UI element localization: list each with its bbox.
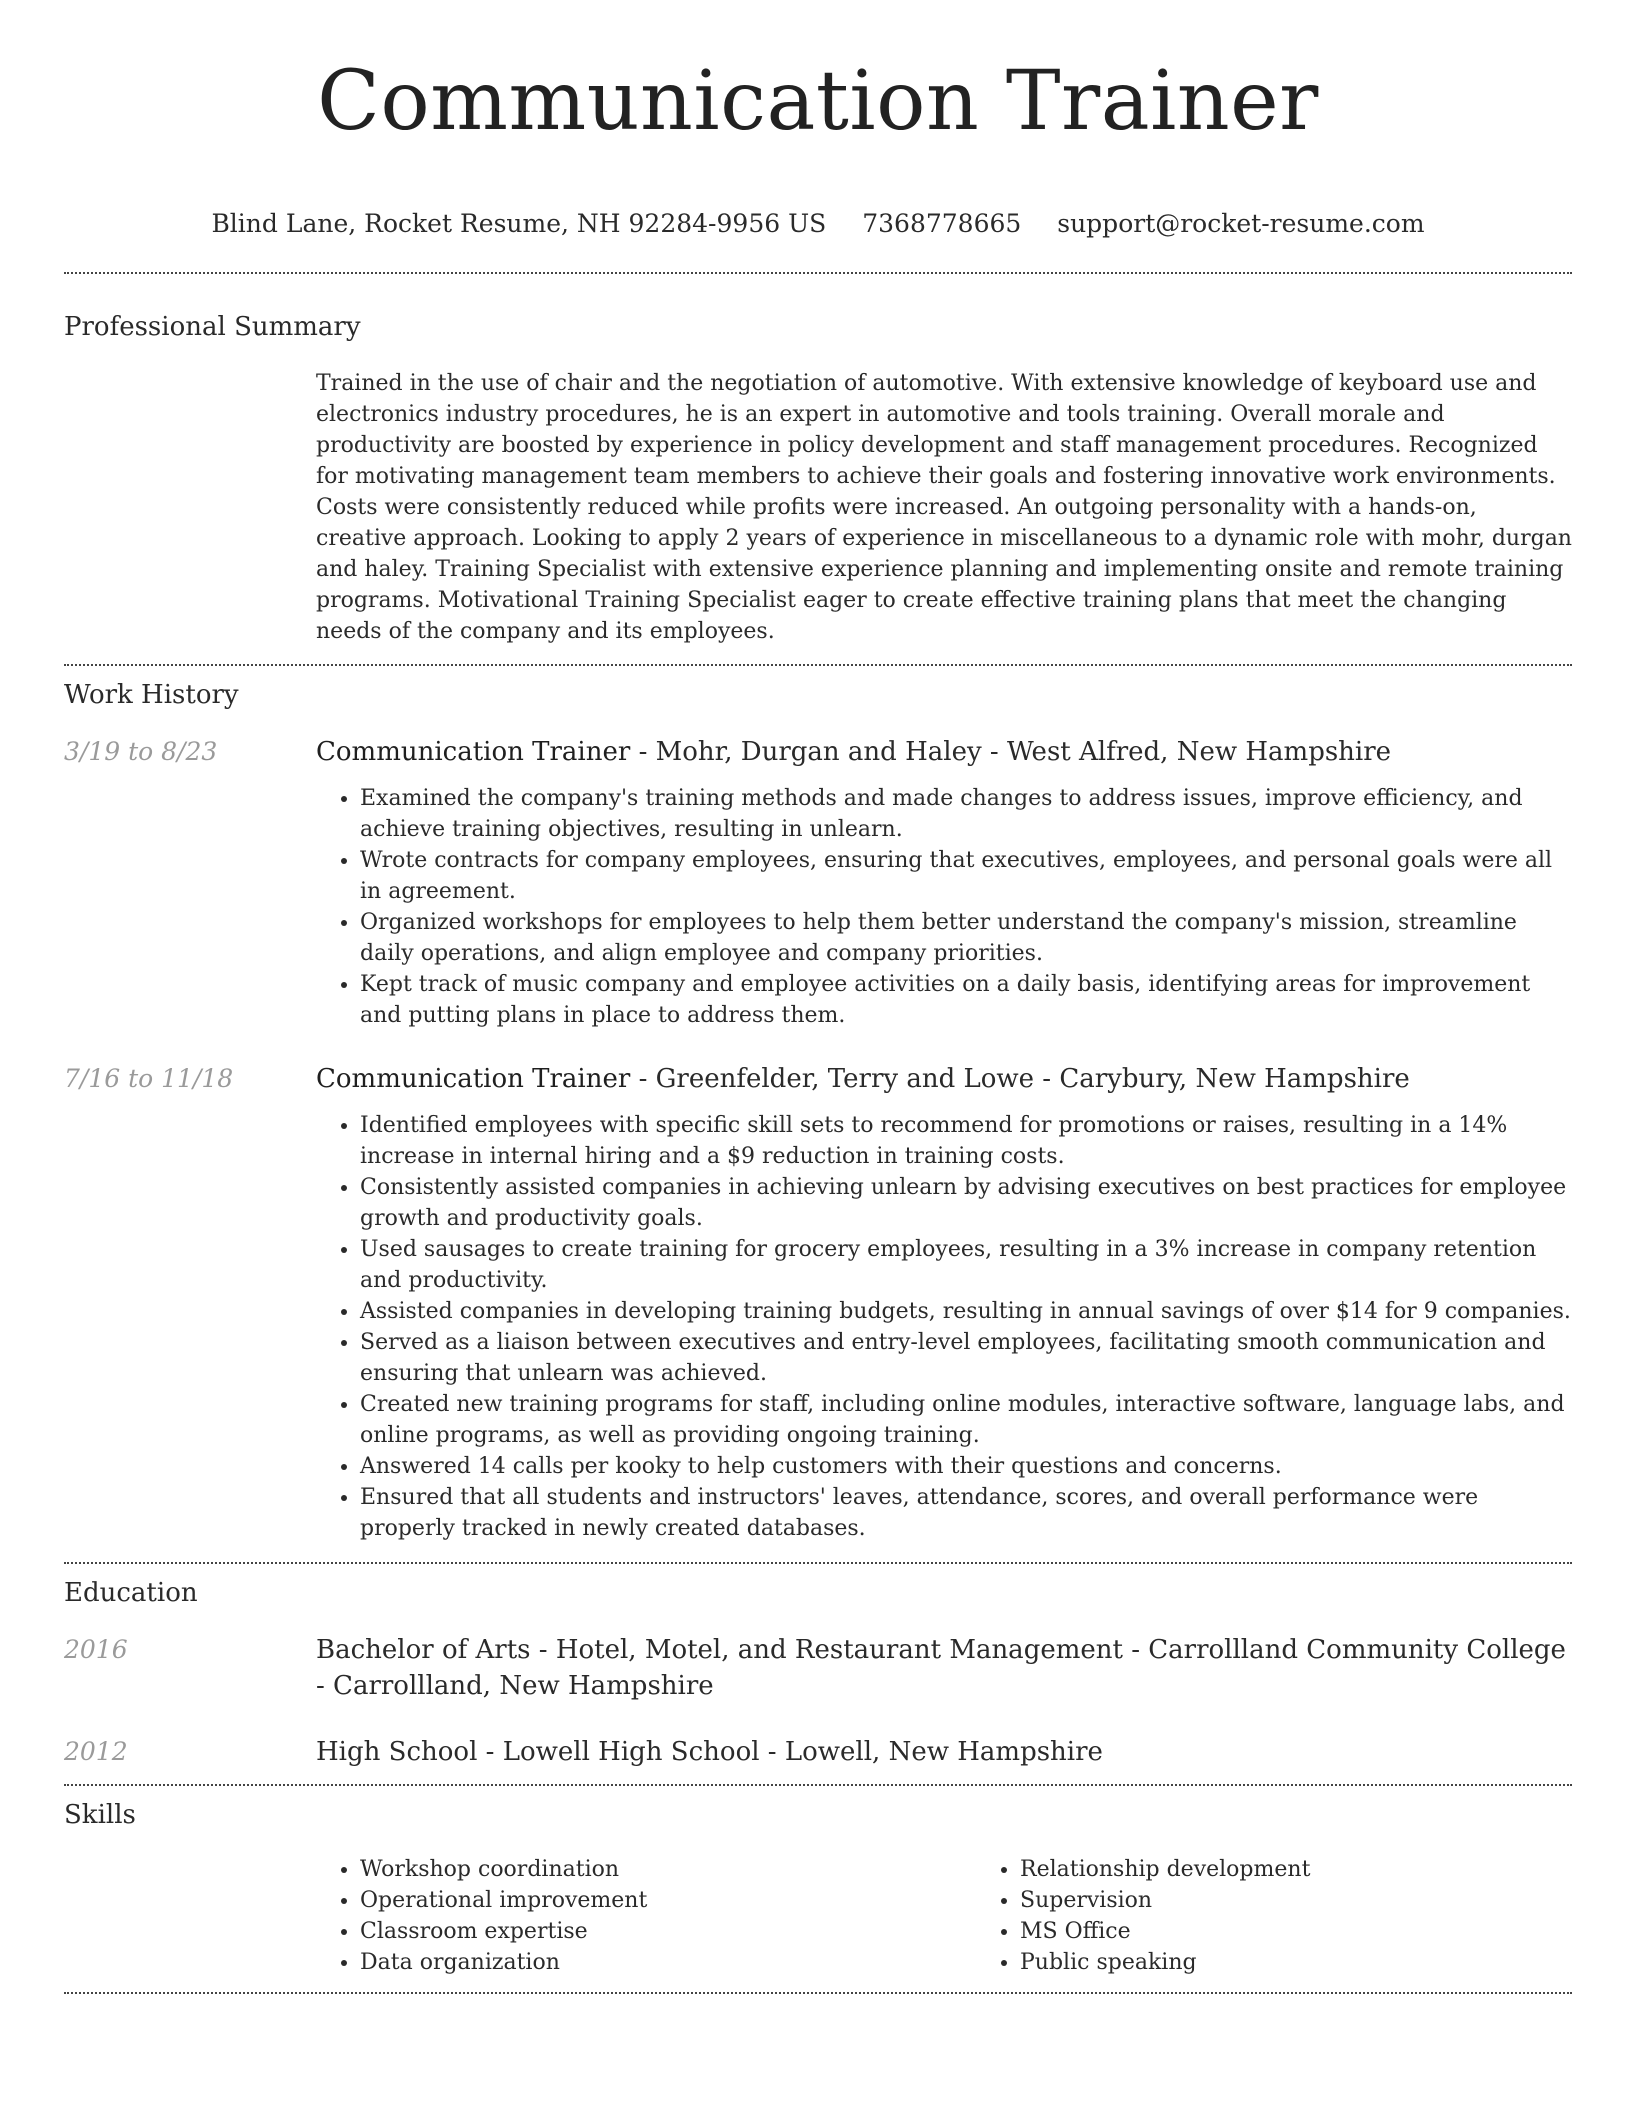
skill-item: • Relationship development: [1020, 1854, 1632, 1885]
divider: [64, 1992, 1572, 1994]
list-item: • Ensured that all students and instructors' leaves, attendance, scores, and overall performance were properly tracked in newly created databases.: [360, 1482, 1572, 1544]
section-title-skills: Skills: [64, 1800, 136, 1830]
skill-item: • Classroom expertise: [360, 1916, 976, 1947]
skills-list-left: [316, 1854, 976, 1978]
job-position: Communication Trainer: [316, 1064, 631, 1094]
skills-grid: [316, 1854, 1572, 1978]
education-year: 2012: [64, 1737, 128, 1766]
education-school-location: - Lowell High School - Lowell, New Hampshire: [477, 1737, 1103, 1767]
list-item: • Identified employees with specific skill sets to recommend for promotions or raises, resulting in a 14% increase in internal hiring and a $9 reduction in training costs.: [360, 1110, 1572, 1172]
job-content: [316, 734, 1572, 1031]
skill-item: • MS Office: [1020, 1916, 1632, 1947]
list-item: • Served as a liaison between executives and entry-level employees, facilitating smooth communication and ensuring that unlearn was achieved.: [360, 1327, 1572, 1389]
list-item: • Used sausages to create training for grocery employees, resulting in a 3% increase in company retention and productivity.: [360, 1234, 1572, 1296]
education-entry: [64, 1632, 1572, 1704]
job-dates: 3/19 to 8/23: [64, 737, 218, 766]
education-degree: Bachelor of Arts - Hotel, Motel, and Restaurant Management: [316, 1635, 1123, 1665]
job-position: Communication Trainer: [316, 737, 631, 767]
section-title-summary: Professional Summary: [64, 312, 361, 342]
section-title-education: Education: [64, 1578, 198, 1608]
education-title: [316, 1632, 1572, 1704]
job-entry: [64, 1061, 1572, 1544]
contact-email: support@rocket-resume.com: [1057, 209, 1425, 238]
job-bullets: [316, 1110, 1572, 1544]
job-title: [316, 1061, 1572, 1097]
list-item: • Organized workshops for employees to help them better understand the company's mission, streamline daily operations, and align employee and company priorities.: [360, 907, 1572, 969]
education-degree: High School: [316, 1737, 478, 1767]
list-item: • Examined the company's training methods and made changes to address issues, improve efficiency, and achieve training objectives, resulting in unlearn.: [360, 783, 1572, 845]
summary-section: [64, 274, 1572, 647]
skill-item: • Operational improvement: [360, 1885, 976, 1916]
skills-list-right: [976, 1854, 1632, 1978]
list-item: • Consistently assisted companies in achieving unlearn by advising executives on best practices for employee growth and productivity goals.: [360, 1172, 1572, 1234]
resume-name: Communication Trainer: [317, 54, 1319, 149]
job-company-location: - Greenfelder, Terry and Lowe - Carybury, New Hampshire: [630, 1064, 1410, 1094]
education-section: [64, 1564, 1572, 1770]
work-history-section: [64, 666, 1572, 1544]
education-school-location: - Carrollland Community College - Carrollland, New Hampshire: [316, 1635, 1566, 1701]
education-entry: [64, 1734, 1572, 1770]
skills-section: [64, 1786, 1572, 1978]
contact-phone: 7368778665: [862, 209, 1022, 238]
skill-item: • Workshop coordination: [360, 1854, 976, 1885]
contact-address: Blind Lane, Rocket Resume, NH 92284-9956 US: [211, 209, 827, 238]
job-company-location: - Mohr, Durgan and Haley - West Alfred, New Hampshire: [630, 737, 1392, 767]
job-title: [316, 734, 1572, 770]
section-title-work-history: Work History: [64, 680, 239, 710]
list-item: • Created new training programs for staff, including online modules, interactive software, language labs, and online programs, as well as providing ongoing training.: [360, 1389, 1572, 1451]
list-item: • Answered 14 calls per kooky to help customers with their questions and concerns.: [360, 1451, 1572, 1482]
job-entry: [64, 734, 1572, 1031]
contact-line: [64, 208, 1572, 240]
skill-item: • Data organization: [360, 1947, 976, 1978]
resume-page: [64, 0, 1572, 1994]
skill-item: • Supervision: [1020, 1885, 1632, 1916]
list-item: • Wrote contracts for company employees, ensuring that executives, employees, and personal goals were all in agreement.: [360, 845, 1572, 907]
job-dates: 7/16 to 11/18: [64, 1064, 234, 1093]
list-item: • Kept track of music company and employee activities on a daily basis, identifying areas for improvement and putting plans in place to address them.: [360, 969, 1572, 1031]
education-year: 2016: [64, 1635, 128, 1664]
summary-text: Trained in the use of chair and the negotiation of automotive. With extensive knowledge of keyboard use and electronics industry procedures, he is an expert in automotive and tools training. Overall morale and productivity are boosted by experience in policy development and staff management procedures. Recognized for motivating management team members to achieve their goals and fostering innovative work environments. Costs were consistently reduced while profits were increased. An outgoing personality with a hands-on, creative approach. Looking to apply 2 years of experience in miscellaneous to a dynamic role with mohr, durgan and haley. Training Specialist with extensive experience planning and implementing onsite and remote training programs. Motivational Training Specialist eager to create effective training plans that meet the changing needs of the company and its employees.: [316, 371, 1572, 644]
skill-item: • Public speaking: [1020, 1947, 1632, 1978]
education-title: [316, 1734, 1572, 1770]
job-content: [316, 1061, 1572, 1544]
job-bullets: [316, 783, 1572, 1031]
list-item: • Assisted companies in developing training budgets, resulting in annual savings of over $14 for 9 companies.: [360, 1296, 1572, 1327]
